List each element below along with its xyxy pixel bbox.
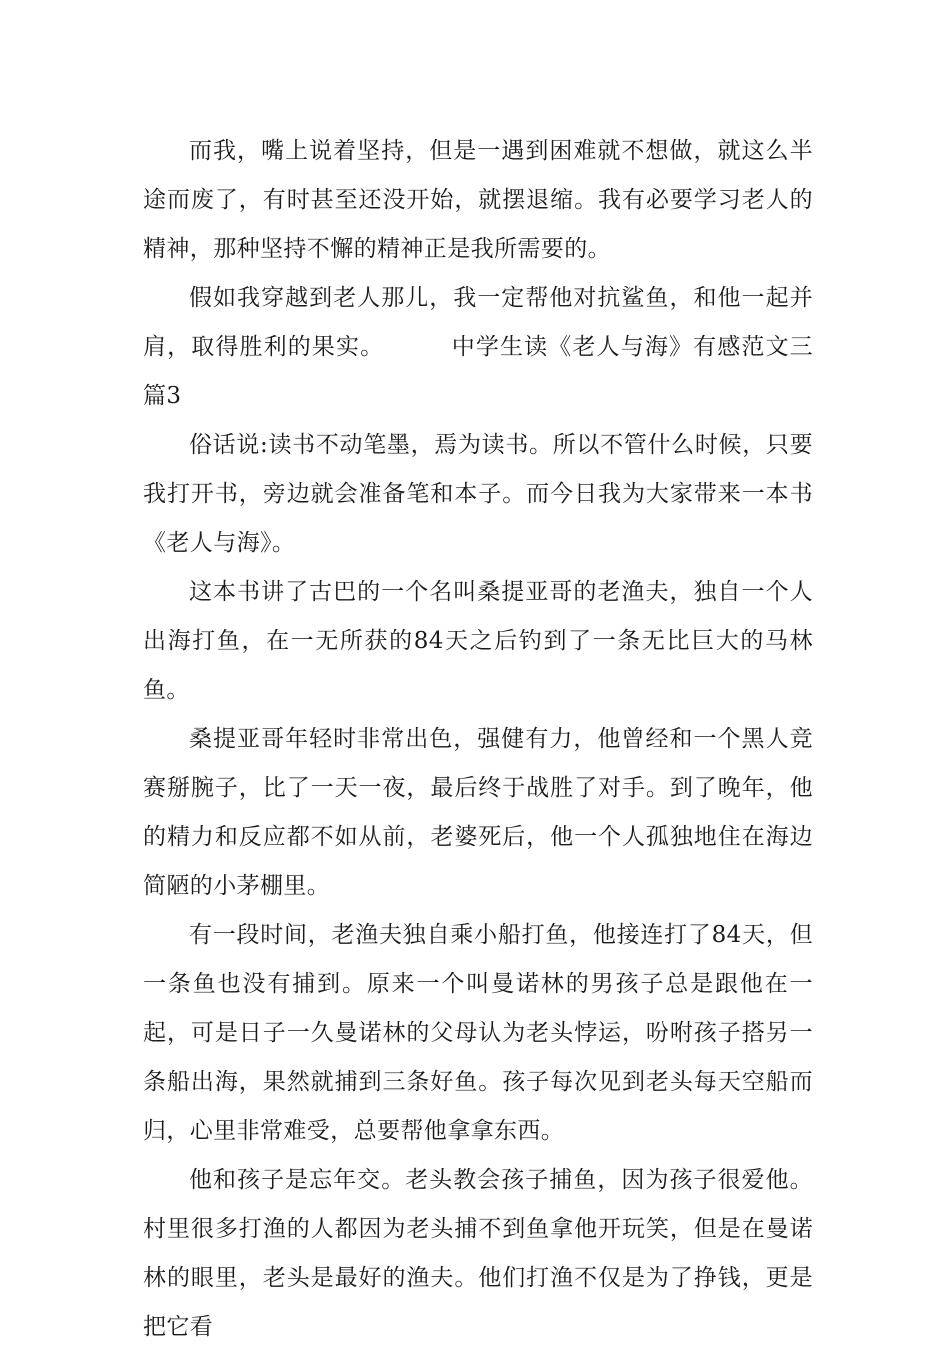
paragraph-1: 而我，嘴上说着坚持，但是一遇到困难就不想做，就这么半途而废了，有时甚至还没开始，就摆退缩。我有必要学习老人的精神，那种坚持不懈的精神正是我所需要的。 xyxy=(143,138,813,262)
body-text xyxy=(143,127,813,1352)
paragraph-7: 他和孩子是忘年交。老头教会孩子捕鱼，因为孩子很爱他。村里很多打渔的人都因为老头捕不到鱼拿他开玩笑，但是在曼诺林的眼里，老头是最好的渔夫。他们打渔不仅是为了挣钱，更是把它看 xyxy=(143,1167,813,1340)
paragraph-3: 俗话说:读书不动笔墨，焉为读书。所以不管什么时候，只要我打开书，旁边就会准备笔和本子。而今日我为大家带来一本书《老人与海》。 xyxy=(143,432,813,556)
paragraph-4: 这本书讲了古巴的一个名叫桑提亚哥的老渔夫，独自一个人出海打鱼，在一无所获的84天之后钓到了一条无比巨大的马林鱼。 xyxy=(143,579,813,703)
paragraph-6: 有一段时间，老渔夫独自乘小船打鱼，他接连打了84天，但一条鱼也没有捕到。原来一个叫曼诺林的男孩子总是跟他在一起，可是日子一久曼诺林的父母认为老头悖运，吩咐孩子搭另一条船出海，果然就捕到三条好鱼。孩子每次见到老头每天空船而归，心里非常难受，总要帮他拿拿东西。 xyxy=(143,922,813,1144)
paragraph-5: 桑提亚哥年轻时非常出色，强健有力，他曾经和一个黑人竞赛掰腕子，比了一天一夜，最后终于战胜了对手。到了晚年，他的精力和反应都不如从前，老婆死后，他一个人孤独地住在海边简陋的小茅棚里。 xyxy=(143,726,813,899)
paragraph-2: 假如我穿越到老人那儿，我一定帮他对抗鲨鱼，和他一起并肩，取得胜利的果实。 中学生读《老人与海》有感范文三篇3 xyxy=(143,285,813,409)
